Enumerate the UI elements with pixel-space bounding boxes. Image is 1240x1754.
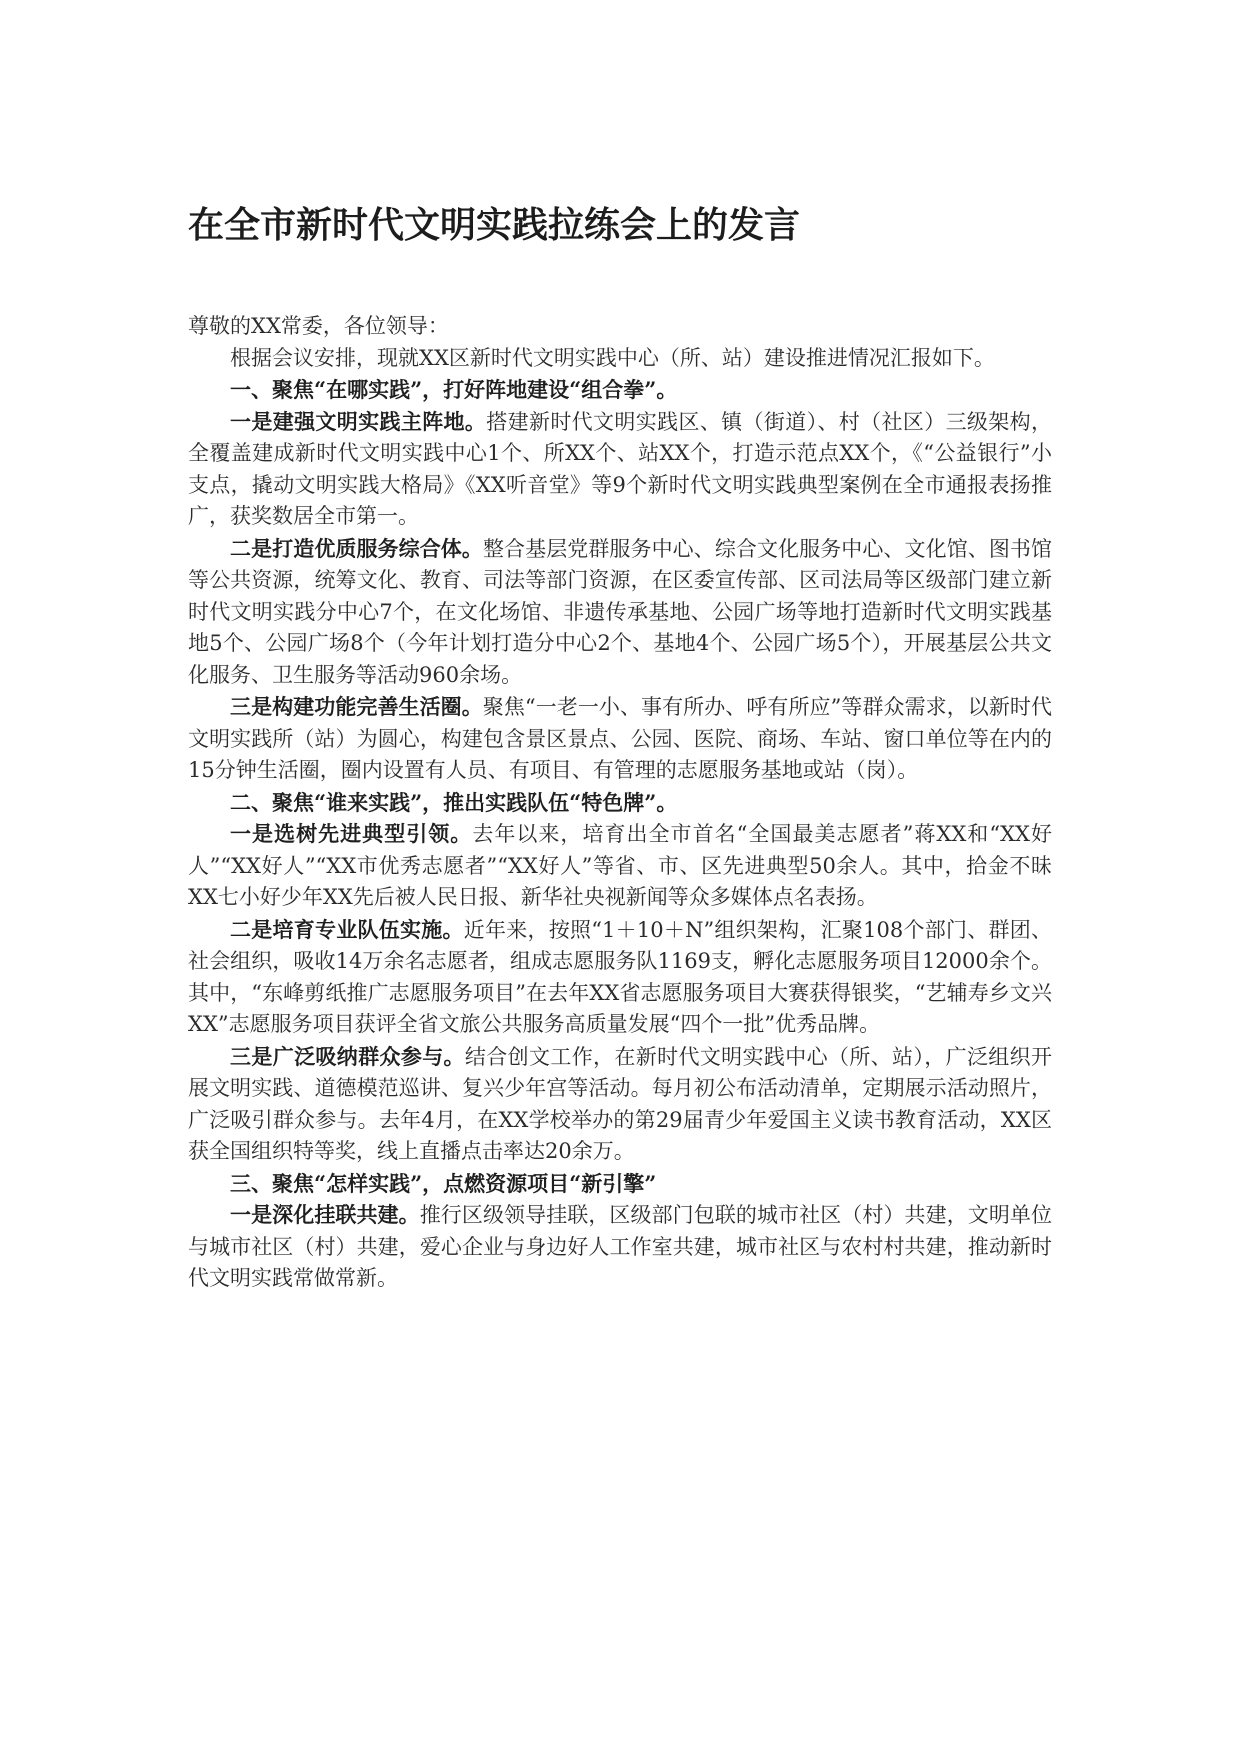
paragraph-lead: 一是建强文明实践主阵地。 bbox=[230, 408, 487, 434]
document-title: 在全市新时代文明实践拉练会上的发言 bbox=[188, 205, 801, 246]
section-1-paragraph-2 bbox=[188, 533, 1052, 692]
paragraph-lead: 二是培育专业队伍实施。 bbox=[230, 916, 464, 942]
paragraph-text: 整合基层党群服务中心、综合文化服务中心、文化馆、图书馆等公共资源，统筹文化、教育、司法等部门资源，在区委宣传部、区司法局等区级部门建立新时代文明实践分中心7个，在文化场馆、非遗传承基地、公园广场等地打造新时代文明实践基地5个、公园广场8个（今年计划打造分中心2个、基地4个、公园广场5个），开展基层公共文化服务、卫生服务等活动960余场。 bbox=[188, 536, 1053, 687]
paragraph-text: 结合创文工作，在新时代文明实践中心（所、站），广泛组织开展文明实践、道德模范巡讲、复兴少年宫等活动。每月初公布活动清单，定期展示活动照片，广泛吸引群众参与。去年4月，在XX学校举办的第29届青少年爱国主义读书教育活动，XX区获全国组织特等奖，线上直播点击率达20余万。 bbox=[188, 1044, 1053, 1163]
section-3-paragraph-1 bbox=[188, 1199, 1052, 1295]
salutation: 尊敬的XX常委，各位领导： bbox=[188, 314, 449, 338]
section-2-paragraph-2 bbox=[188, 914, 1052, 1041]
section-2-heading: 二、聚焦“谁来实践”，推出实践队伍“特色牌”。 bbox=[230, 789, 678, 815]
paragraph-text: 近年来，按照“1＋10＋N”组织架构，汇聚108个部门、群团、社会组织，吸收14万余名志愿者，组成志愿服务队1169支，孵化志愿服务项目12000余个。其中，“东峰剪纸推广志愿服务项目”在去年XX省志愿服务项目大赛获得银奖，“艺辅寿乡文兴XX”志愿服务项目获评全省文旅公共服务高质量发展“四个一批”优秀品牌。 bbox=[188, 917, 1052, 1036]
paragraph-text: 去年以来，培育出全市首名“全国最美志愿者”蒋XX和“XX好人”“XX好人”“XX市优秀志愿者”“XX好人”等省、市、区先进典型50余人。其中，拾金不昧XX七小好少年XX先后被人民日报、新华社央视新闻等众多媒体点名表扬。 bbox=[188, 822, 1053, 909]
paragraph-text: 推行区级领导挂联，区级部门包联的城市社区（村）共建，文明单位与城市社区（村）共建，爱心企业与身边好人工作室共建，城市社区与农村村共建，推动新时代文明实践常做常新。 bbox=[188, 1203, 1053, 1290]
paragraph-lead: 一是深化挂联共建。 bbox=[230, 1202, 420, 1227]
section-3-heading: 三、聚焦“怎样实践”，点燃资源项目“新引擎” bbox=[230, 1170, 657, 1196]
document-page bbox=[188, 0, 1052, 1754]
section-1-paragraph-3 bbox=[188, 691, 1052, 787]
paragraph-text: 搭建新时代文明实践区、镇（街道）、村（社区）三级架构，全覆盖建成新时代文明实践中心1个、所XX个、站XX个，打造示范点XX个，《“公益银行”小支点，撬动文明实践大格局》《XX听音堂》等9个新时代文明实践典型案例在全市通报表扬推广，获奖数居全市第一。 bbox=[188, 409, 1053, 528]
section-1-paragraph-1 bbox=[188, 406, 1052, 533]
section-2-paragraph-3 bbox=[188, 1041, 1052, 1168]
intro-paragraph: 根据会议安排，现就XX区新时代文明实践中心（所、站）建设推进情况汇报如下。 bbox=[230, 345, 995, 370]
paragraph-text: 聚焦“一老一小、事有所办、呼有所应”等群众需求，以新时代文明实践所（站）为圆心，构建包含景区景点、公园、医院、商场、车站、窗口单位等在内的15分钟生活圈，圈内设置有人员、有项目、有管理的志愿服务基地或站（岗）。 bbox=[188, 695, 1052, 782]
paragraph-lead: 二是打造优质服务综合体。 bbox=[230, 535, 483, 561]
paragraph-lead: 三是构建功能完善生活圈。 bbox=[230, 694, 483, 719]
document-body bbox=[188, 311, 1052, 1295]
paragraph-lead: 一是选树先进典型引领。 bbox=[230, 821, 473, 846]
section-2-paragraph-1 bbox=[188, 818, 1052, 914]
section-1-heading: 一、聚焦“在哪实践”，打好阵地建设“组合拳”。 bbox=[230, 377, 678, 402]
paragraph-lead: 三是广泛吸纳群众参与。 bbox=[230, 1043, 465, 1069]
